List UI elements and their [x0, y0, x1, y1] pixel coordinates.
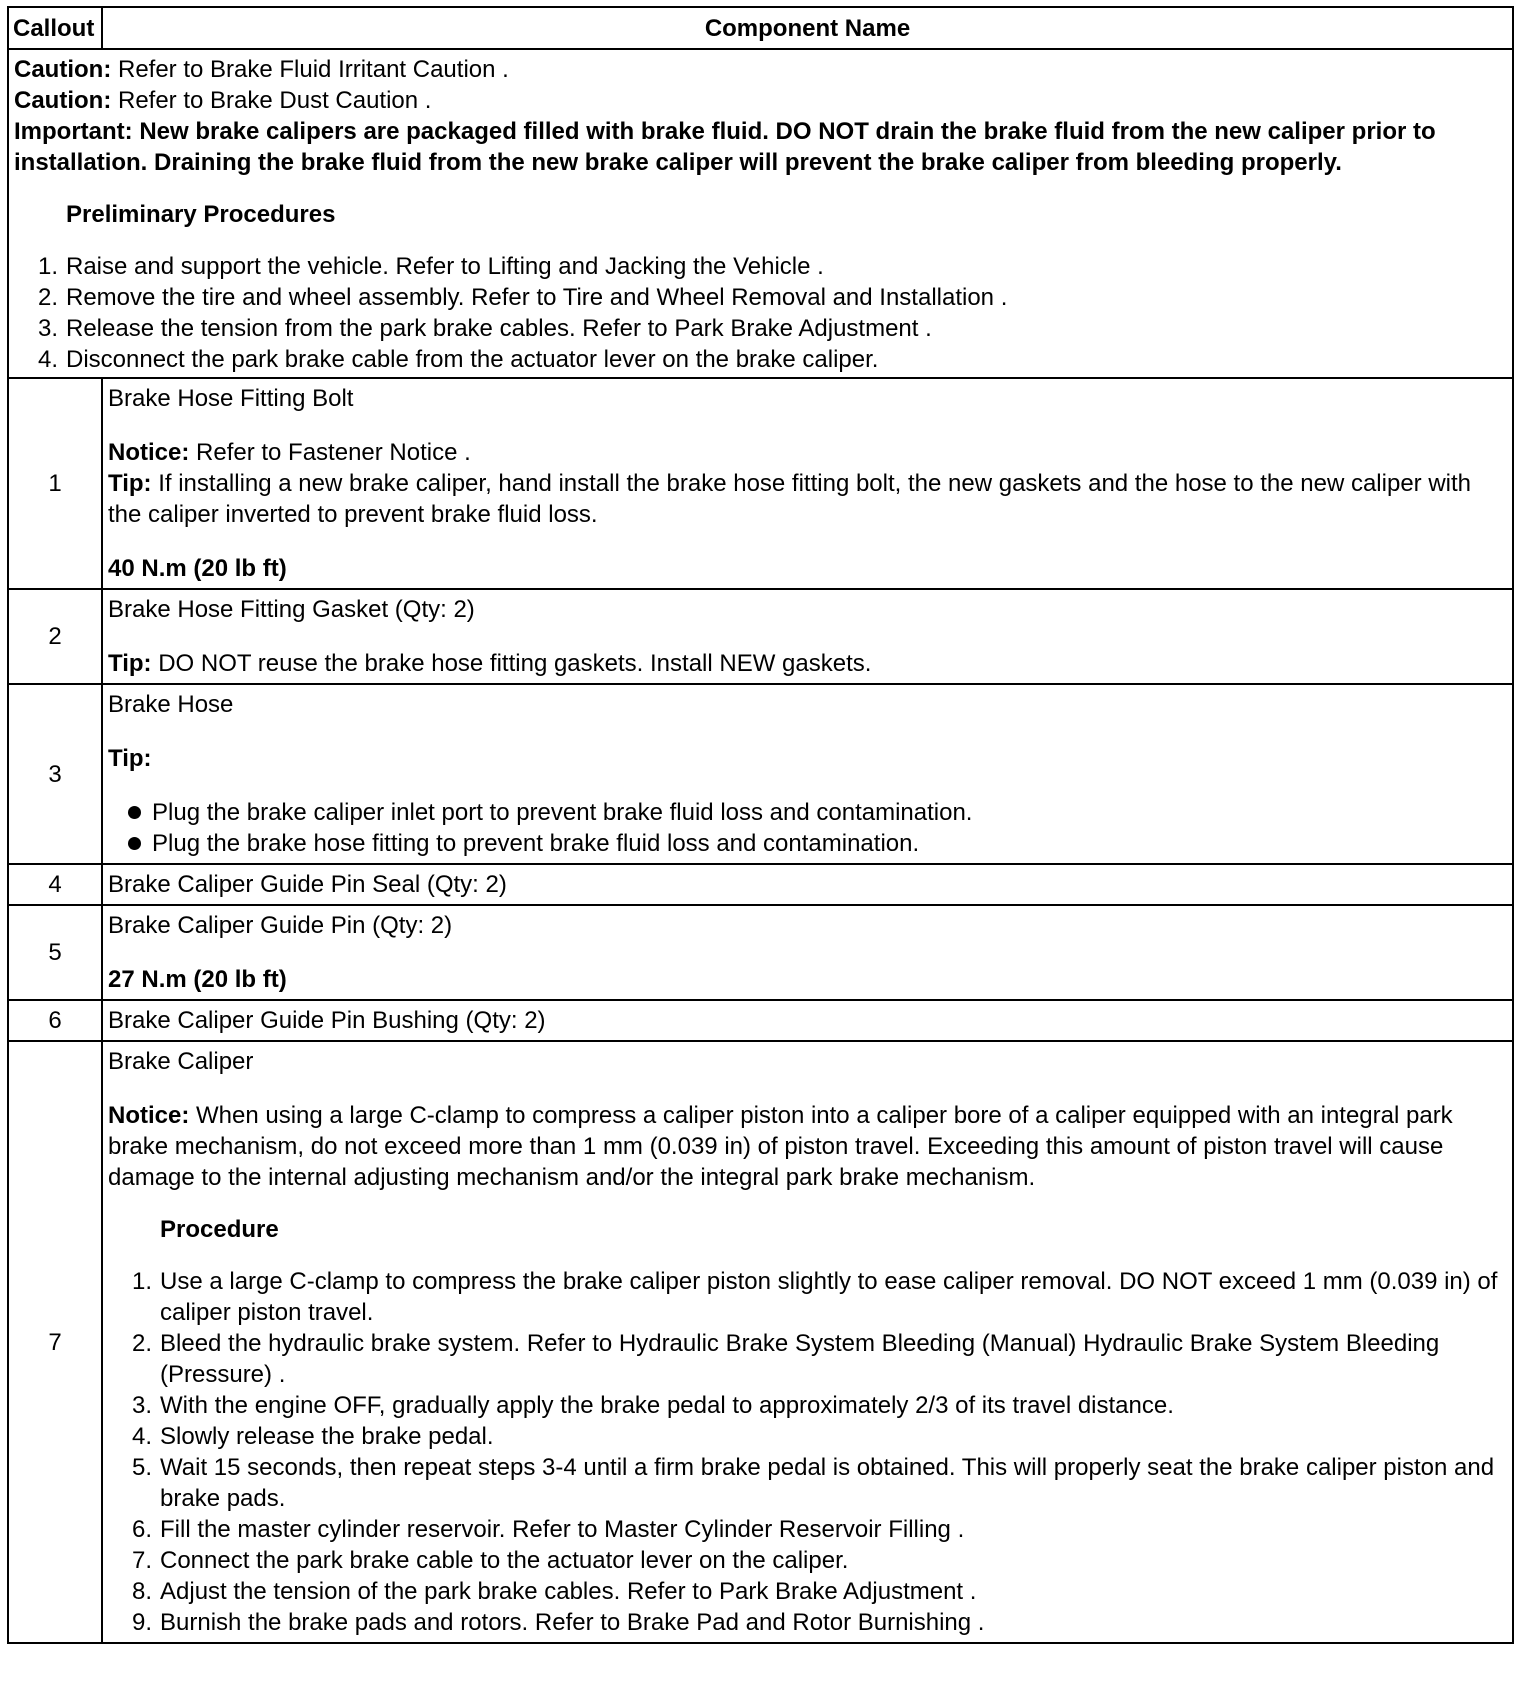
tip-label: Tip: — [108, 470, 152, 497]
important-note — [14, 116, 1508, 178]
caution-label: Caution: — [14, 56, 112, 83]
callout-number: 7 — [8, 1041, 102, 1643]
callout-header: Callout — [8, 7, 102, 49]
table-row — [8, 1041, 1513, 1643]
component-name: Brake Hose Fitting Bolt — [108, 385, 354, 412]
list-item: 3. With the engine OFF, gradually apply the brake pedal to approximately 2/3 of its travel distance. — [131, 1392, 1174, 1419]
component-cell — [102, 589, 1513, 684]
intro-row — [8, 49, 1513, 378]
component-cell — [102, 1000, 1513, 1041]
bullet-icon — [108, 797, 152, 828]
list-item: 1. Raise and support the vehicle. Refer to Lifting and Jacking the Vehicle . — [37, 253, 824, 280]
callout-number: 2 — [8, 589, 102, 684]
notice-label: Notice: — [108, 1102, 190, 1129]
list-item: 6. Fill the master cylinder reservoir. Refer to Master Cylinder Reservoir Filling . — [131, 1516, 965, 1543]
list-item: 2. Remove the tire and wheel assembly. Refer to Tire and Wheel Removal and Installation . — [37, 284, 1008, 311]
notice-label: Notice: — [108, 439, 190, 466]
notice-line — [108, 1100, 1508, 1193]
caution-text: Refer to Brake Dust Caution . — [111, 87, 432, 114]
tip-text: DO NOT reuse the brake hose fitting gaskets. Install NEW gaskets. — [151, 650, 872, 677]
tip-text: If installing a new brake caliper, hand install the brake hose fitting bolt, the new gaskets and the hose to the new caliper with the caliper inverted to prevent brake fluid loss. — [108, 470, 1472, 528]
callout-number: 3 — [8, 684, 102, 864]
component-name: Brake Caliper Guide Pin Seal (Qty: 2) — [108, 871, 507, 898]
list-item: 8. Adjust the tension of the park brake cables. Refer to Park Brake Adjustment . — [131, 1578, 977, 1605]
list-item: 5. Wait 15 seconds, then repeat steps 3-4 until a firm brake pedal is obtained. This will properly seat the brake caliper piston and brake pads. — [131, 1454, 1495, 1512]
callout-number: 1 — [8, 378, 102, 589]
table-row — [8, 378, 1513, 589]
document-page — [7, 6, 1512, 1644]
component-cell — [102, 905, 1513, 1000]
intro-cell — [8, 49, 1513, 378]
tip-line — [108, 648, 1508, 679]
component-name: Brake Caliper — [108, 1048, 254, 1075]
tip-line — [108, 468, 1508, 530]
list-item: Plug the brake caliper inlet port to prevent brake fluid loss and contamination. — [108, 797, 1508, 828]
procedure-title: Procedure — [160, 1216, 279, 1243]
list-item: 7. Connect the park brake cable to the actuator lever on the caliper. — [131, 1547, 849, 1574]
callout-number: 5 — [8, 905, 102, 1000]
caution-line — [14, 85, 1508, 116]
list-item: Plug the brake hose fitting to prevent brake fluid loss and contamination. — [108, 828, 1508, 859]
list-item: 2. Bleed the hydraulic brake system. Refer to Hydraulic Brake System Bleeding (Manual) Hydraulic Brake System Bleeding (Pressure) . — [131, 1330, 1440, 1388]
table-row — [8, 905, 1513, 1000]
torque-spec: 27 N.m (20 lb ft) — [108, 966, 287, 993]
table-row — [8, 864, 1513, 905]
important-text: New brake calipers are packaged filled with brake fluid. DO NOT drain the brake fluid from the new caliper prior to installation. Draining the brake fluid from the new brake caliper will prevent the brake caliper from bleeding properly. — [14, 118, 1436, 176]
tip-label: Tip: — [108, 745, 152, 772]
caution-text: Refer to Brake Fluid Irritant Caution . — [111, 56, 509, 83]
component-table — [7, 6, 1514, 1644]
notice-text: When using a large C-clamp to compress a caliper piston into a caliper bore of a caliper equipped with an integral park brake mechanism, do not exceed more than 1 mm (0.039 in) of piston travel. Exceeding this amount of piston travel will cause damage to the internal adjusting mechanism and/or the integral park brake mechanism. — [108, 1102, 1453, 1191]
list-item: 9. Burnish the brake pads and rotors. Refer to Brake Pad and Rotor Burnishing . — [131, 1609, 985, 1636]
component-cell — [102, 864, 1513, 905]
component-name-header: Component Name — [102, 7, 1513, 49]
table-row — [8, 684, 1513, 864]
callout-number: 6 — [8, 1000, 102, 1041]
component-cell — [102, 1041, 1513, 1643]
tip-label: Tip: — [108, 650, 152, 677]
table-row — [8, 1000, 1513, 1041]
list-item: 4. Slowly release the brake pedal. — [131, 1423, 494, 1450]
preliminary-steps — [14, 251, 1508, 375]
caution-label: Caution: — [14, 87, 112, 114]
procedure-steps — [108, 1266, 1508, 1638]
notice-text: Refer to Fastener Notice . — [189, 439, 471, 466]
component-name: Brake Caliper Guide Pin (Qty: 2) — [108, 912, 453, 939]
tip-bullets — [108, 797, 1508, 859]
callout-number: 4 — [8, 864, 102, 905]
bullet-icon — [108, 828, 152, 859]
component-name: Brake Caliper Guide Pin Bushing (Qty: 2) — [108, 1007, 546, 1034]
component-cell — [102, 378, 1513, 589]
important-label: Important: — [14, 118, 133, 145]
component-name: Brake Hose Fitting Gasket (Qty: 2) — [108, 596, 475, 623]
table-row — [8, 589, 1513, 684]
notice-line — [108, 437, 1508, 468]
table-header-row — [8, 7, 1513, 49]
component-cell — [102, 684, 1513, 864]
component-name: Brake Hose — [108, 691, 234, 718]
torque-spec: 40 N.m (20 lb ft) — [108, 555, 287, 582]
preliminary-procedures-title: Preliminary Procedures — [66, 201, 336, 228]
list-item: 3. Release the tension from the park brake cables. Refer to Park Brake Adjustment . — [37, 315, 932, 342]
caution-line — [14, 54, 1508, 85]
list-item: 4. Disconnect the park brake cable from the actuator lever on the brake caliper. — [37, 346, 879, 373]
list-item: 1. Use a large C-clamp to compress the brake caliper piston slightly to ease caliper removal. DO NOT exceed 1 mm (0.039 in) of caliper piston travel. — [131, 1268, 1498, 1326]
